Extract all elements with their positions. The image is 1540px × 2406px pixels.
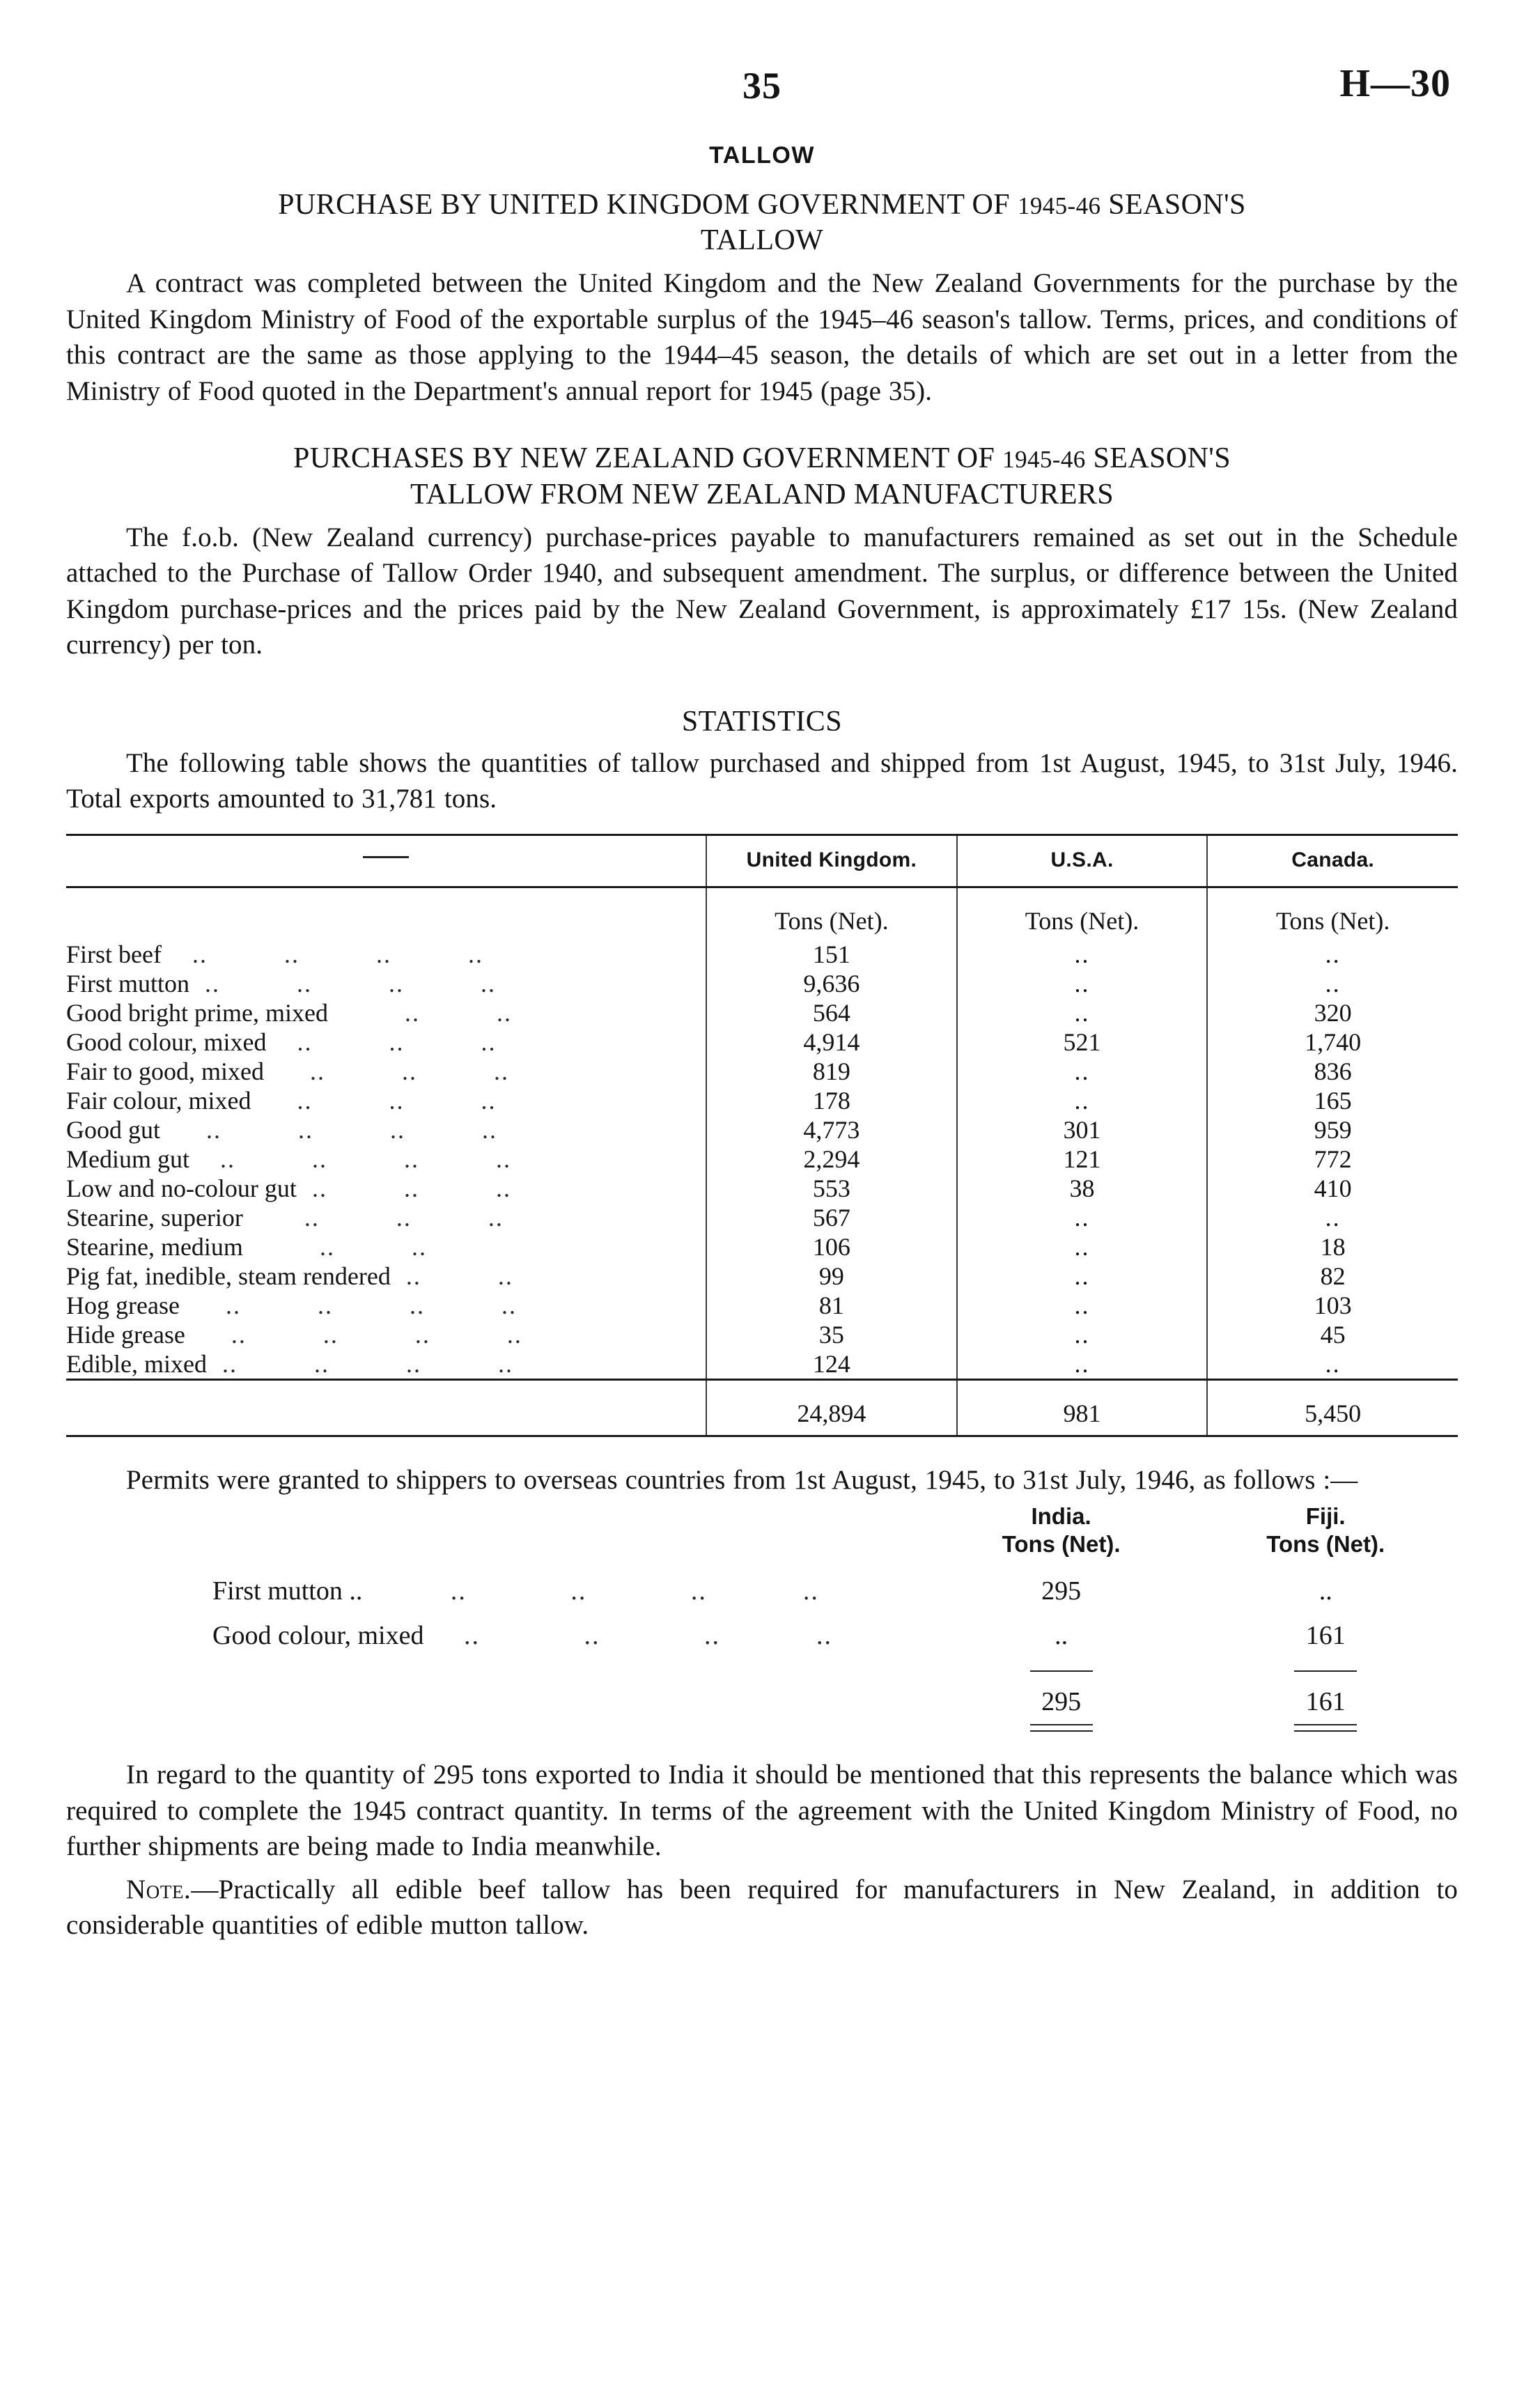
- permits-row-label: Good colour, mixed: [212, 1621, 424, 1651]
- row-label: First beef: [66, 940, 162, 968]
- unit-uk: Tons (Net).: [706, 887, 957, 940]
- permits-header-india: India.: [1031, 1503, 1091, 1530]
- row-value-uk: 106: [706, 1232, 957, 1262]
- closing-note: [66, 1872, 1458, 1943]
- row-label: Hide grease: [66, 1320, 185, 1349]
- table-header-united-kingdom: United Kingdom.: [706, 835, 957, 886]
- row-value-canada: 772: [1207, 1144, 1458, 1174]
- row-value-usa: ..: [957, 1232, 1208, 1262]
- table-row: First mutton .. .. .. .. 9,636 .. ..: [66, 969, 1458, 998]
- table-row: Good colour, mixed .. .. .. 4,914 521 1,740: [66, 1027, 1458, 1057]
- statistics-intro: The following table shows the quantities of tallow purchased and shipped from 1st August, 1945, to 31st July, 1946. Total exports amounted to 31,781 tons.: [66, 747, 1458, 814]
- row-label: Stearine, superior: [66, 1203, 243, 1232]
- row-label: Good bright prime, mixed: [66, 998, 328, 1027]
- row-value-uk: 2,294: [706, 1144, 957, 1174]
- spacer: [66, 1732, 1458, 1750]
- table-row: Stearine, superior .. .. .. 567 .. ..: [66, 1203, 1458, 1232]
- permits-table: [66, 1503, 1458, 1732]
- note-label: Note.: [126, 1874, 192, 1904]
- row-value-uk: 124: [706, 1349, 957, 1380]
- row-value-uk: 178: [706, 1086, 957, 1115]
- row-value-uk: 4,914: [706, 1027, 957, 1057]
- table-row: Stearine, medium .. .. 106 .. 18: [66, 1232, 1458, 1262]
- note-text: —Practically all edible beef tallow has been required for manufacturers in New Zealand, in addition to considerable quantities of edible mutton tallow.: [66, 1874, 1458, 1940]
- row-value-canada: 18: [1207, 1232, 1458, 1262]
- row-label: Good gut: [66, 1115, 160, 1144]
- permits-row: First mutton .. .. .. .. .. 295 ..: [66, 1569, 1458, 1613]
- permits-intro: Permits were granted to shippers to overseas countries from 1st August, 1945, to 31st July, 1946, as follows :—: [126, 1464, 1358, 1495]
- permits-value-india: 295: [1041, 1576, 1082, 1606]
- row-value-usa: 301: [957, 1115, 1208, 1144]
- row-value-usa: ..: [957, 1349, 1208, 1380]
- row-value-usa: ..: [957, 1320, 1208, 1349]
- section-2-heading-part2: SEASON'S: [1085, 442, 1231, 475]
- row-value-uk: 151: [706, 940, 957, 969]
- page-number: 35: [742, 65, 781, 107]
- table-row: Hide grease .. .. .. .. 35 .. 45: [66, 1320, 1458, 1349]
- permits-row-label: First mutton ..: [212, 1576, 363, 1606]
- permits-value-india: ..: [1055, 1621, 1068, 1651]
- row-value-uk: 553: [706, 1174, 957, 1203]
- row-value-canada: ..: [1207, 940, 1458, 969]
- row-value-usa: ..: [957, 1086, 1208, 1115]
- section-2-paragraph: The f.o.b. (New Zealand currency) purchase-prices payable to manufacturers remained as set out in the Schedule attached to the Purchase of Tallow Order 1940, and subsequent amendment. The surplus, or difference between the United Kingdom purchase-prices and the prices paid by the New Zealand Government, is approximately £17 15s. (New Zealand currency) per ton.: [66, 522, 1458, 660]
- row-label: Medium gut: [66, 1144, 189, 1173]
- table-header-usa: U.S.A.: [957, 835, 1208, 886]
- totals-uk: 24,894: [706, 1381, 957, 1436]
- row-value-usa: 38: [957, 1174, 1208, 1203]
- table-totals-row: [66, 1381, 1458, 1436]
- row-value-uk: 35: [706, 1320, 957, 1349]
- table-row: Edible, mixed .. .. .. .. 124 .. ..: [66, 1349, 1458, 1380]
- table-row: Good gut .. .. .. .. 4,773 301 959: [66, 1115, 1458, 1144]
- row-value-uk: 99: [706, 1262, 957, 1291]
- page-header: [66, 49, 1458, 125]
- row-value-canada: 165: [1207, 1086, 1458, 1115]
- table-header-row: [66, 835, 1458, 886]
- permits-totals-row: [66, 1672, 1458, 1720]
- table-unit-row: [66, 887, 1458, 940]
- section-1-heading-line2: TALLOW: [700, 224, 824, 257]
- row-value-canada: 82: [1207, 1262, 1458, 1291]
- row-value-canada: 103: [1207, 1291, 1458, 1320]
- row-value-uk: 9,636: [706, 969, 957, 998]
- spacer: [66, 409, 1458, 441]
- row-label: Fair colour, mixed: [66, 1086, 251, 1115]
- tallow-statistics-table: [66, 834, 1458, 1437]
- row-value-canada: 959: [1207, 1115, 1458, 1144]
- row-value-uk: 567: [706, 1203, 957, 1232]
- row-value-canada: 410: [1207, 1174, 1458, 1203]
- permits-unit-india: Tons (Net).: [1002, 1531, 1121, 1558]
- table-row: Pig fat, inedible, steam rendered .. .. 99 .. 82: [66, 1262, 1458, 1291]
- permits-double-rule-row: [66, 1720, 1458, 1732]
- row-value-canada: ..: [1207, 969, 1458, 998]
- row-label: Fair to good, mixed: [66, 1057, 264, 1085]
- totals-usa: 981: [957, 1381, 1208, 1436]
- permits-header-row: [66, 1503, 1458, 1531]
- row-value-usa: 521: [957, 1027, 1208, 1057]
- page-title: TALLOW: [709, 142, 815, 169]
- section-2-heading-part1: PURCHASES BY NEW ZEALAND GOVERNMENT OF: [293, 442, 1003, 475]
- row-value-uk: 819: [706, 1057, 957, 1086]
- row-value-canada: ..: [1207, 1203, 1458, 1232]
- statistics-heading: STATISTICS: [681, 705, 843, 738]
- row-value-uk: 4,773: [706, 1115, 957, 1144]
- permits-value-fiji: 161: [1305, 1621, 1346, 1651]
- table-header-blank: [66, 835, 706, 886]
- permits-row: Good colour, mixed .. .. .. .. .. 161: [66, 1613, 1458, 1658]
- permits-total-fiji: 161: [1305, 1687, 1346, 1717]
- section-2-heading: [66, 441, 1458, 512]
- permits-unit-fiji: Tons (Net).: [1266, 1531, 1385, 1558]
- table-row: Fair to good, mixed .. .. .. 819 .. 836: [66, 1057, 1458, 1086]
- row-label: Hog grease: [66, 1291, 180, 1319]
- row-value-usa: ..: [957, 969, 1208, 998]
- row-value-uk: 564: [706, 998, 957, 1027]
- permits-unit-row: [66, 1531, 1458, 1569]
- row-label: Low and no-colour gut: [66, 1174, 297, 1202]
- unit-blank: [66, 887, 706, 940]
- spacer: [66, 663, 1458, 681]
- row-value-uk: 81: [706, 1291, 957, 1320]
- section-2-heading-years: 1945-46: [1002, 446, 1086, 474]
- permits-rule-row: [66, 1658, 1458, 1672]
- section-1-heading-part2: SEASON'S: [1100, 189, 1246, 221]
- unit-usa: Tons (Net).: [957, 887, 1208, 940]
- section-1-heading-years: 1945-46: [1017, 192, 1101, 219]
- section-1-paragraph: A contract was completed between the United Kingdom and the New Zealand Governments for the purchase by the United Kingdom Ministry of Food of the exportable surplus of the 1945–46 season's tallow. Terms, prices, and conditions of this contract are the same as those applying to the 1944–45 season, the details of which are set out in a letter from the Ministry of Food quoted in the Department's annual report for 1945 (page 35).: [66, 268, 1458, 406]
- row-label: Stearine, medium: [66, 1232, 243, 1261]
- row-label: Good colour, mixed: [66, 1027, 267, 1056]
- permits-total-india: 295: [1041, 1687, 1082, 1717]
- totals-canada: 5,450: [1207, 1381, 1458, 1436]
- row-value-usa: ..: [957, 940, 1208, 969]
- row-label: Pig fat, inedible, steam rendered: [66, 1262, 391, 1290]
- row-value-canada: 320: [1207, 998, 1458, 1027]
- row-value-usa: ..: [957, 1262, 1208, 1291]
- table-row: Medium gut .. .. .. .. 2,294 121 772: [66, 1144, 1458, 1174]
- table-row: Fair colour, mixed .. .. .. 178 .. 165: [66, 1086, 1458, 1115]
- table-row: Hog grease .. .. .. .. 81 .. 103: [66, 1291, 1458, 1320]
- totals-label: [66, 1381, 706, 1436]
- table-row: First beef .. .. .. .. 151 .. ..: [66, 940, 1458, 969]
- row-value-usa: ..: [957, 1291, 1208, 1320]
- section-1-heading-part1: PURCHASE BY UNITED KINGDOM GOVERNMENT OF: [278, 189, 1018, 221]
- section-1-heading: [66, 187, 1458, 258]
- spacer: [66, 1437, 1458, 1455]
- row-label: First mutton: [66, 969, 190, 998]
- table-row: Low and no-colour gut .. .. .. 553 38 410: [66, 1174, 1458, 1203]
- row-value-usa: 121: [957, 1144, 1208, 1174]
- row-value-usa: ..: [957, 998, 1208, 1027]
- section-2-heading-line2: TALLOW FROM NEW ZEALAND MANUFACTURERS: [410, 478, 1114, 511]
- row-value-canada: 836: [1207, 1057, 1458, 1086]
- row-value-canada: 45: [1207, 1320, 1458, 1349]
- closing-paragraph: In regard to the quantity of 295 tons exported to India it should be mentioned that this represents the balance which was required to complete the 1945 contract quantity. In terms of the agreement with the United Kingdom Ministry of Food, no further shipments are being made to India meanwhile.: [66, 1760, 1458, 1862]
- table-row: Good bright prime, mixed .. .. 564 .. 320: [66, 998, 1458, 1027]
- document-reference: H—30: [1339, 62, 1451, 105]
- row-value-usa: ..: [957, 1057, 1208, 1086]
- row-value-canada: ..: [1207, 1349, 1458, 1380]
- row-label: Edible, mixed: [66, 1349, 207, 1378]
- unit-canada: Tons (Net).: [1207, 887, 1458, 940]
- row-value-usa: ..: [957, 1203, 1208, 1232]
- table-header-canada: Canada.: [1207, 835, 1458, 886]
- permits-value-fiji: ..: [1319, 1576, 1332, 1606]
- row-value-canada: 1,740: [1207, 1027, 1458, 1057]
- permits-header-fiji: Fiji.: [1305, 1503, 1346, 1530]
